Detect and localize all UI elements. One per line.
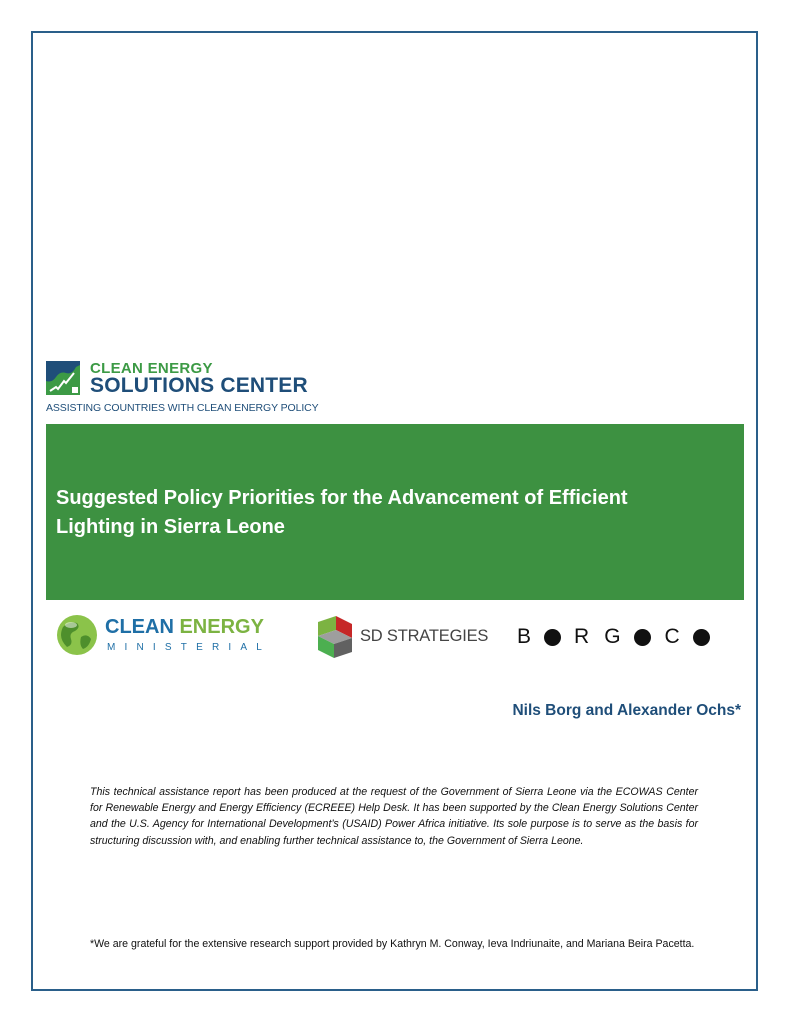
borgco-letter-r: R	[574, 625, 590, 648]
sd-strategies-wordmark: SD STRATEGIES	[360, 627, 489, 645]
cem-logo-word-energy: ENERGY	[179, 616, 264, 638]
borgco-dot-icon	[634, 629, 651, 646]
cesc-logo-line2: SOLUTIONS CENTER	[90, 374, 308, 397]
clean-energy-solutions-center-logo	[46, 360, 346, 416]
cem-logo-word-clean: CLEAN	[105, 616, 174, 638]
cesc-logo-tagline: ASSISTING COUNTRIES WITH CLEAN ENERGY POLICY	[46, 402, 319, 414]
cesc-logo-line1: CLEAN ENERGY	[90, 360, 213, 377]
borgco-letter-b: B	[517, 625, 532, 648]
clean-energy-ministerial-logo	[55, 613, 290, 661]
borgco-dot-icon	[544, 629, 561, 646]
cem-logo-title	[105, 616, 264, 639]
globe-icon	[55, 613, 99, 657]
title-band	[46, 424, 744, 600]
borgco-letter-c: C	[664, 625, 680, 648]
report-description: This technical assistance report has been produced at the request of the Government of Sierra Leone via the ECOWAS Center for Renewable Energy and Energy Efficiency (ECREEE) Help Desk. It has been supported by the Clean Energy Solutions Center and the U.S. Agency for International Development’s (USAID) Power Africa initiative. Its sole purpose is to serve as the basis for structuring discussion with, and enabling further technical assistance to, the Government of Sierra Leone.	[90, 786, 698, 847]
borgco-letter-g: G	[604, 625, 621, 648]
borgco-dot-icon	[693, 629, 710, 646]
acknowledgement-footnote: *We are grateful for the extensive research support provided by Kathryn M. Conway, Ieva Indriunaite, and Mariana Beira Pacetta.	[90, 938, 695, 950]
sd-strategies-mark-icon	[316, 616, 354, 658]
report-title: Suggested Policy Priorities for the Advancement of Efficient Lighting in Sierra Leone	[56, 487, 628, 538]
cem-logo-subtitle: MINISTERIAL	[107, 642, 271, 653]
sd-strategies-logo	[316, 616, 492, 658]
cesc-logo-mark-icon	[46, 361, 80, 395]
borg-co-logo	[517, 624, 710, 650]
report-authors: Nils Borg and Alexander Ochs*	[512, 702, 741, 719]
